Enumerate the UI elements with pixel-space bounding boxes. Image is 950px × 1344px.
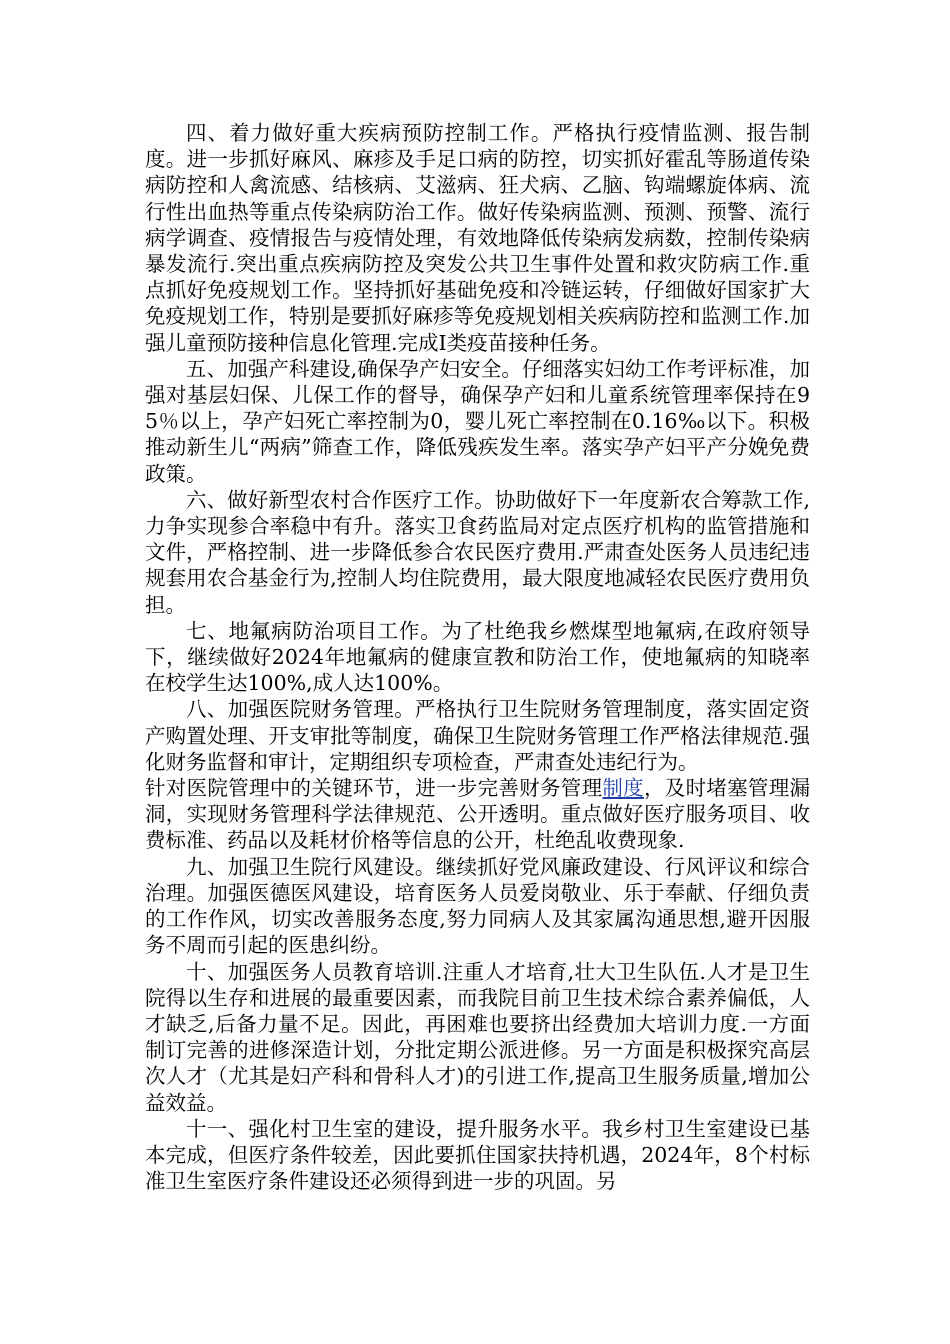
finance-text-before-link: 针对医院管理中的关键环节，进一步完善财务管理 <box>145 776 603 801</box>
paragraph-disease-control: 四、着力做好重大疾病预防控制工作。严格执行疫情监测、报告制度。进一步抓好麻风、麻疹及手足口病的防控，切实抓好霍乱等肠道传染病防控和人禽流感、结核病、艾滋病、狂犬病、乙脑、钩端螺旋体病、流行性出血热等重点传染病防治工作。做好传染病监测、预测、预警、流行病学调查、疫情报告与疫情处理，有效地降低传染病发病数，控制传染病暴发流行.突出重点疾病防控及突发公共卫生事件处置和救灾防病工作.重点抓好免疫规划工作。坚持抓好基础免疫和冷链运转，仔细做好国家扩大免疫规划工作，特别是要抓好麻疹等免疫规划相关疾病防控和监测工作.加强儿童预防接种信息化管理.完成Ⅰ类疫苗接种任务。 <box>145 121 810 355</box>
paragraph-fluorosis: 七、地氟病防治项目工作。为了杜绝我乡燃煤型地氟病,在政府领导下，继续做好2024年地氟病的健康宣教和防治工作，使地氟病的知晓率在校学生达100%,成人达100%。 <box>145 618 810 696</box>
paragraph-obstetrics: 五、加强产科建设,确保孕产妇安全。仔细落实妇幼工作考评标准，加强对基层妇保、儿保工作的督导，确保孕产妇和儿童系统管理率保持在95％以上，孕产妇死亡率控制为0，婴儿死亡率控制在0.16‰以下。积极推动新生儿“两病”筛查工作，降低残疾发生率。落实孕产妇平产分娩免费政策。 <box>145 356 810 486</box>
paragraph-conduct: 九、加强卫生院行风建设。继续抓好党风廉政建设、行风评议和综合治理。加强医德医风建设，培育医务人员爱岗敬业、乐于奉献、仔细负责的工作作风，切实改善服务态度,努力同病人及其家属沟通思想,避开因服务不周而引起的医患纠纷。 <box>145 854 810 958</box>
finance-text-after-link: ，及时堵塞管理漏洞，实现财务管理科学法律规范、公开透明。重点做好医疗服务项目、收费标准、药品以及耗材价格等信息的公开，杜绝乱收费现象. <box>145 776 811 853</box>
document-body <box>145 120 810 1194</box>
paragraph-rural-cooperative-medical: 六、做好新型农村合作医疗工作。协助做好下一年度新农合筹款工作,力争实现参合率稳中有升。落实卫食药监局对定点医疗机构的监管措施和文件，严格控制、进一步降低参合农民医疗费用.严肃查处医务人员违纪违规套用农合基金行为,控制人均住院费用，最大限度地减轻农民医疗费用负担。 <box>145 487 810 617</box>
paragraph-training: 十、加强医务人员教育培训.注重人才培育,壮大卫生队伍.人才是卫生院得以生存和进展的最重要因素，而我院目前卫生技术综合素养偏低，人才缺乏,后备力量不足。因此，再困难也要挤出经费加大培训力度.一方面制订完善的进修深造计划，分批定期公派进修。另一方面是积极探究高层次人才（尤其是妇产科和骨科人才)的引进工作,提高卫生服务质量,增加公益效益。 <box>145 959 810 1115</box>
system-link[interactable]: 制度 <box>602 776 644 801</box>
paragraph-finance-continued <box>145 775 810 854</box>
paragraph-finance: 八、加强医院财务管理。严格执行卫生院财务管理制度，落实固定资产购置处理、开支审批等制度，确保卫生院财务管理工作严格法律规范.强化财务监督和审计，定期组织专项检查，严肃查处违纪行为。 <box>145 697 810 774</box>
paragraph-village-clinics: 十一、强化村卫生室的建设，提升服务水平。我乡村卫生室建设已基本完成，但医疗条件较差，因此要抓住国家扶持机遇，2024年，8个村标准卫生室医疗条件建设还必须得到进一步的巩固。另 <box>145 1116 810 1194</box>
